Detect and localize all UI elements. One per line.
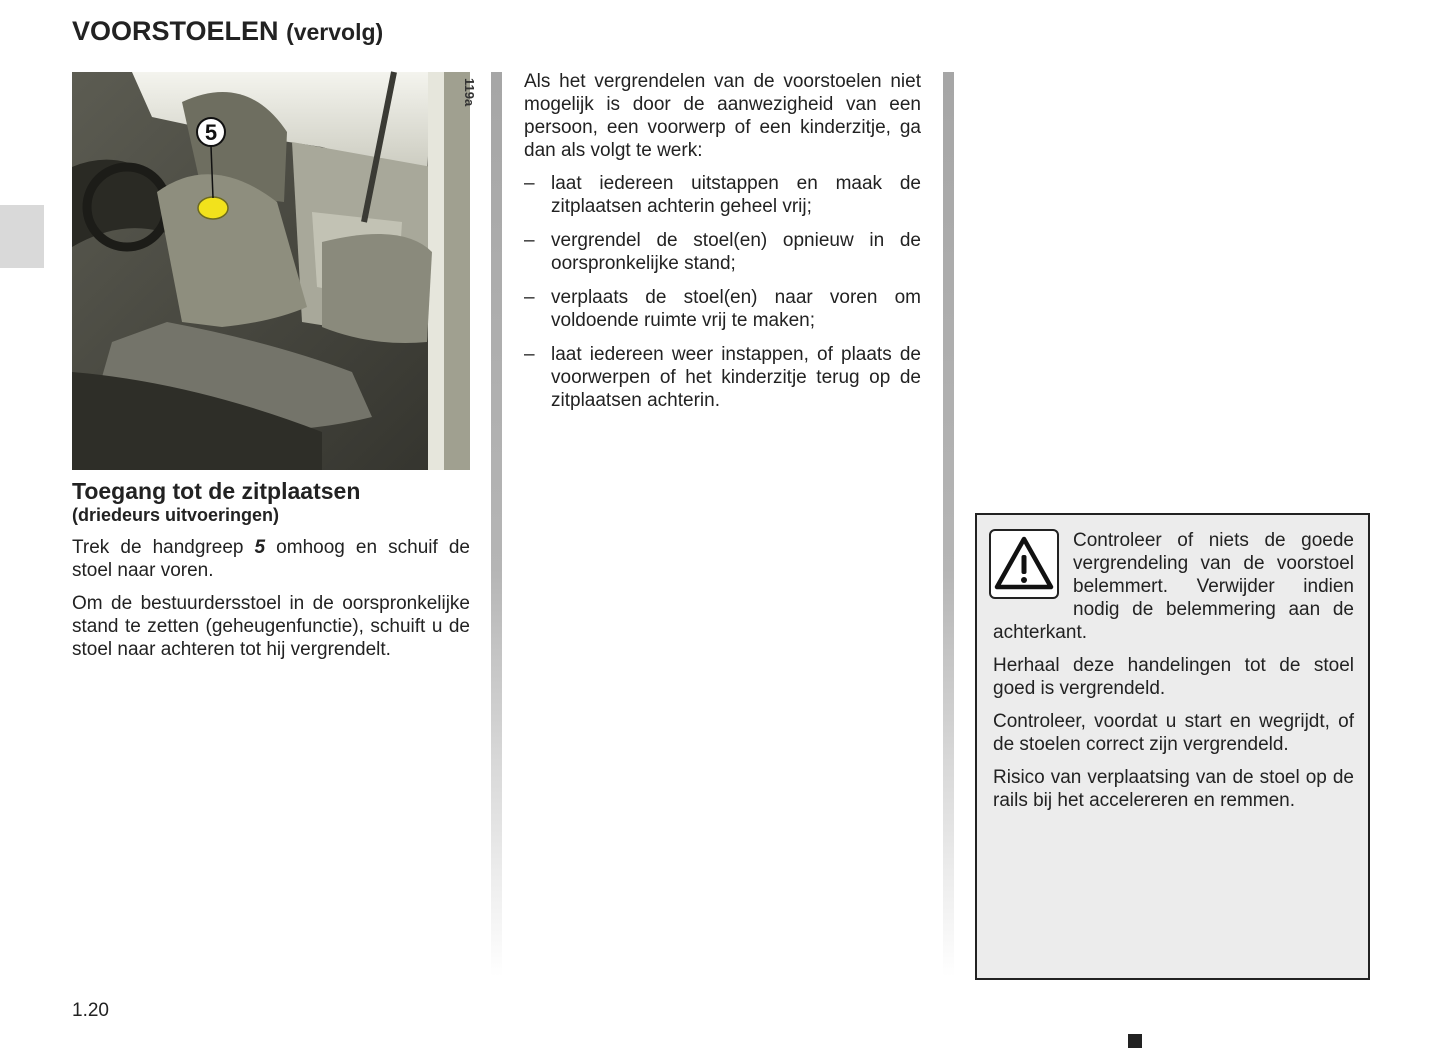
intro-paragraph: Als het vergrendelen van de voorstoelen niet mogelijk is door de aanwezigheid van een persoon, een voorwerp of een kinderzitje, ga dan als volgt te werk: xyxy=(524,71,921,161)
dash-bullet: – xyxy=(524,173,535,194)
column-separator-left xyxy=(491,72,502,977)
warning-box xyxy=(975,513,1370,980)
section-heading: Toegang tot de zitplaatsen xyxy=(72,478,361,504)
left-column xyxy=(72,478,470,671)
list-item-text: vergrendel de stoel(en) opnieuw in de oorspronkelijke stand; xyxy=(551,230,921,274)
dash-bullet: – xyxy=(524,344,535,365)
section-subheading: (driedeurs uitvoeringen) xyxy=(72,505,280,525)
warning-paragraph-1: Controleer of niets de goede vergrendeling van de voorstoel belemmert. Verwijder indien nodig de belemmering aan de achterkant. xyxy=(993,530,1354,643)
page-title xyxy=(72,16,383,47)
warning-triangle-svg xyxy=(991,531,1057,597)
warning-paragraph-3: Controleer, voordat u start en wegrijdt, of de stoelen correct zijn vergrendeld. xyxy=(993,711,1354,755)
callout-5-label: 5 xyxy=(204,120,218,145)
list-item-text: laat iedereen uitstappen en maak de zitplaatsen achterin geheel vrij; xyxy=(551,173,921,217)
p1-text-b: omhoog en schuif de stoel naar voren. xyxy=(72,537,470,581)
title-main: VOORSTOELEN xyxy=(72,16,279,46)
list-item xyxy=(524,343,921,412)
handle-5-highlight xyxy=(198,197,228,219)
list-item-text: laat iedereen weer instappen, of plaats de voorwerpen of het kinderzitje terug op de zitplaatsen achterin. xyxy=(551,344,921,411)
middle-column xyxy=(524,70,921,423)
figure-code: 119a xyxy=(462,78,477,107)
page-number: 1.20 xyxy=(72,1000,109,1021)
list-item xyxy=(524,229,921,275)
column-separator-right xyxy=(943,72,954,977)
seat-photo xyxy=(72,72,477,470)
dash-bullet: – xyxy=(524,230,535,251)
paragraph-handle xyxy=(72,536,470,582)
title-subtitle: (vervolg) xyxy=(286,19,384,45)
warning-paragraph-2: Herhaal deze handelingen tot de stoel goed is vergrendeld. xyxy=(993,655,1354,699)
step-list xyxy=(524,172,921,412)
warning-triangle-icon xyxy=(989,529,1059,599)
seat-illustration xyxy=(72,72,477,470)
list-item-text: verplaats de stoel(en) naar voren om voldoende ruimte vrij te maken; xyxy=(551,287,921,331)
list-item xyxy=(524,286,921,332)
chapter-tab xyxy=(0,205,44,268)
dash-bullet: – xyxy=(524,287,535,308)
list-item xyxy=(524,172,921,218)
paragraph-memory: Om de bestuurdersstoel in de oorspronkelijke stand te zetten (geheugenfunctie), schuift u de stoel naar achteren tot hij vergrendelt. xyxy=(72,593,470,660)
p1-text-a: Trek de handgreep xyxy=(72,537,255,558)
p1-reference: 5 xyxy=(254,537,266,558)
end-of-section-marker xyxy=(1128,1034,1142,1048)
warning-paragraph-4: Risico van verplaatsing van de stoel op de rails bij het accelereren en remmen. xyxy=(993,767,1354,811)
